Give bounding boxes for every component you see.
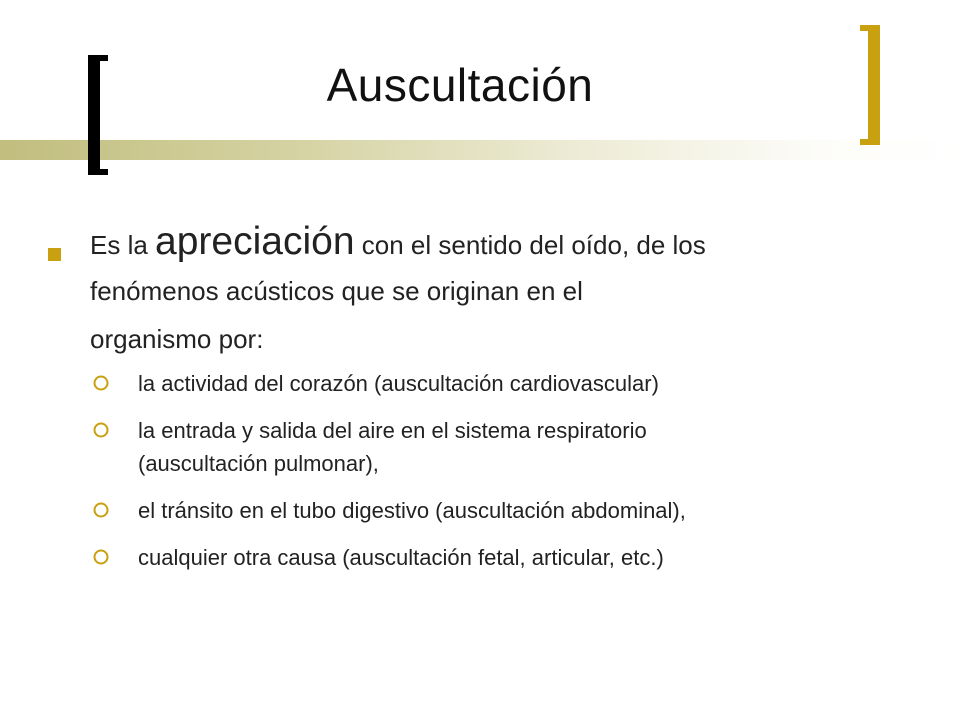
main-bullet-line-3: organismo por: bbox=[90, 324, 264, 354]
slide-content bbox=[48, 222, 928, 588]
sub-bullet-item-otra-causa bbox=[48, 541, 928, 574]
square-bullet-icon bbox=[48, 248, 61, 261]
ring-bullet-icon bbox=[92, 421, 110, 439]
title-band bbox=[0, 140, 960, 160]
main-bullet-highlight: apreciación bbox=[155, 220, 355, 263]
ring-bullet-icon bbox=[92, 501, 110, 519]
sub-bullet-item-abdominal bbox=[48, 494, 928, 527]
ring-bullet-icon bbox=[92, 374, 110, 392]
sub-bullet-item-cardiovascular bbox=[48, 367, 928, 400]
right-bracket-bottom-tick bbox=[860, 139, 880, 145]
main-bullet-item bbox=[48, 222, 928, 361]
sub-item-text: cualquier otra causa (auscultación fetal, articular, etc.) bbox=[138, 545, 664, 570]
sub-bullet-list bbox=[48, 367, 928, 574]
right-bracket-top-tick bbox=[860, 25, 880, 31]
slide-title: Auscultación bbox=[326, 59, 594, 111]
sub-bullet-item-pulmonar bbox=[48, 414, 928, 480]
ring-bullet-icon bbox=[92, 548, 110, 566]
left-bracket-bottom-tick bbox=[88, 169, 108, 175]
main-bullet-prefix: Es la bbox=[90, 230, 148, 260]
sub-item-text: la entrada y salida del aire en el sistema respiratorio bbox=[138, 418, 647, 443]
sub-item-text-continued: (auscultación pulmonar), bbox=[138, 451, 379, 476]
main-bullet-line-2: fenómenos acústicos que se originan en el bbox=[90, 276, 583, 306]
sub-item-text: el tránsito en el tubo digestivo (auscultación abdominal), bbox=[138, 498, 686, 523]
main-bullet-line-1 bbox=[90, 222, 928, 265]
sub-item-text: la actividad del corazón (auscultación cardiovascular) bbox=[138, 371, 659, 396]
main-bullet-rest: con el sentido del oído, de los bbox=[361, 230, 706, 260]
